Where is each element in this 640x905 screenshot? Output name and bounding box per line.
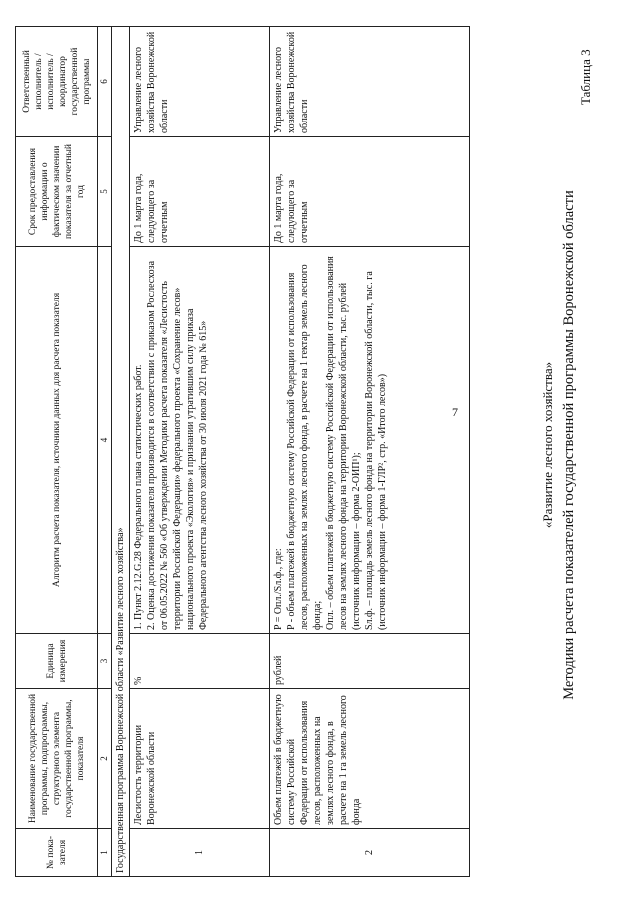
column-number: 1	[98, 829, 112, 877]
header-responsible: Ответственный исполнитель / исполнитель / координатор государственной программы	[16, 27, 98, 137]
column-number-row	[98, 27, 112, 877]
algorithm-line: P - объем платежей в бюджетную систему Российской Федерации от использования лесов, расположенных на землях лесного фонда, в расчете на 1 гектар земель лесного фонда;	[286, 264, 323, 630]
row-number: 2	[270, 829, 470, 877]
algorithm-line: Опл. – объем платежей в бюджетную систему Российской Федерации от использования лесов на землях лесного фонда на территории Воронежской области, тыс. рублей (источник информации – форма 2-ОИП¹);	[325, 256, 362, 630]
indicator-responsible: Управление лесного хозяйства Воронежской области	[270, 27, 470, 137]
indicator-responsible: Управление лесного хозяйства Воронежской области	[130, 27, 270, 137]
header-algorithm: Алгоритм расчета показателя, источники данных для расчета показателя	[16, 247, 98, 634]
section-row	[112, 27, 130, 877]
header-name: Наименование государственной программы, подпрограммы, структурного элемента государственной программы, показателя	[16, 689, 98, 829]
indicator-unit: рублей	[270, 634, 470, 689]
algorithm-line: P = Опл./Sл.ф., где:	[273, 548, 284, 630]
column-number: 3	[98, 634, 112, 689]
header-deadline: Срок предоставления информации о фактическом значении показателя за отчетный год	[16, 137, 98, 247]
document-subtitle: «Развитие лесного хозяйства»	[540, 361, 555, 529]
indicator-name: Лесистость территории Воронежской области	[130, 689, 270, 829]
row-number: 1	[130, 829, 270, 877]
table-row	[270, 27, 470, 877]
indicator-deadline: До 1 марта года, следующего за отчетным	[130, 137, 270, 247]
section-title: Государственная программа Воронежской области «Развитие лесного хозяйства»	[112, 27, 130, 877]
indicator-algorithm	[270, 247, 470, 634]
column-number: 6	[98, 27, 112, 137]
table-label: Таблица 3	[578, 49, 593, 105]
algorithm-line: 1. Пункт 2.12.G.28 Федерального плана статистических работ.	[133, 364, 144, 630]
column-number: 4	[98, 247, 112, 634]
indicator-unit: %	[130, 634, 270, 689]
indicator-algorithm	[130, 247, 270, 634]
table-row	[130, 27, 270, 877]
column-number: 5	[98, 137, 112, 247]
page-number: 7	[452, 405, 458, 419]
algorithm-line: 2. Оценка достижения показателя производится в соответствии с приказом Рослесхоза от 06.05.2022 № 560 «Об утверждении Методики расчета показателя «Лесистость территории Российской Федерации» федерального проекта «Сохранение лесов» национального проекта «Экология» и признании утратившим силу приказа Федерального агентства лесного хозяйства от 30 июля 2021 года № 615»	[146, 260, 209, 630]
algorithm-line: Sл.ф. – площадь земель лесного фонда на территории Воронежской области, тыс. га (источник информации – форма 1-ГЛР², стр. «Итого лесов»)	[364, 271, 388, 630]
header-number: № пока-зателя	[16, 829, 98, 877]
header-unit: Единица измерения	[16, 634, 98, 689]
document-title: Методики расчета показателей государственной программы Воронежской области	[561, 190, 577, 700]
methodology-table	[15, 26, 470, 877]
column-number: 2	[98, 689, 112, 829]
indicator-deadline: До 1 марта года, следующего за отчетным	[270, 137, 470, 247]
indicator-name: Объем платежей в бюджетную систему Российской Федерации от использования лесов, расположенных на землях лесного фонда, в расчете на 1 га земель лесного фонда	[270, 689, 470, 829]
header-row	[16, 27, 98, 877]
